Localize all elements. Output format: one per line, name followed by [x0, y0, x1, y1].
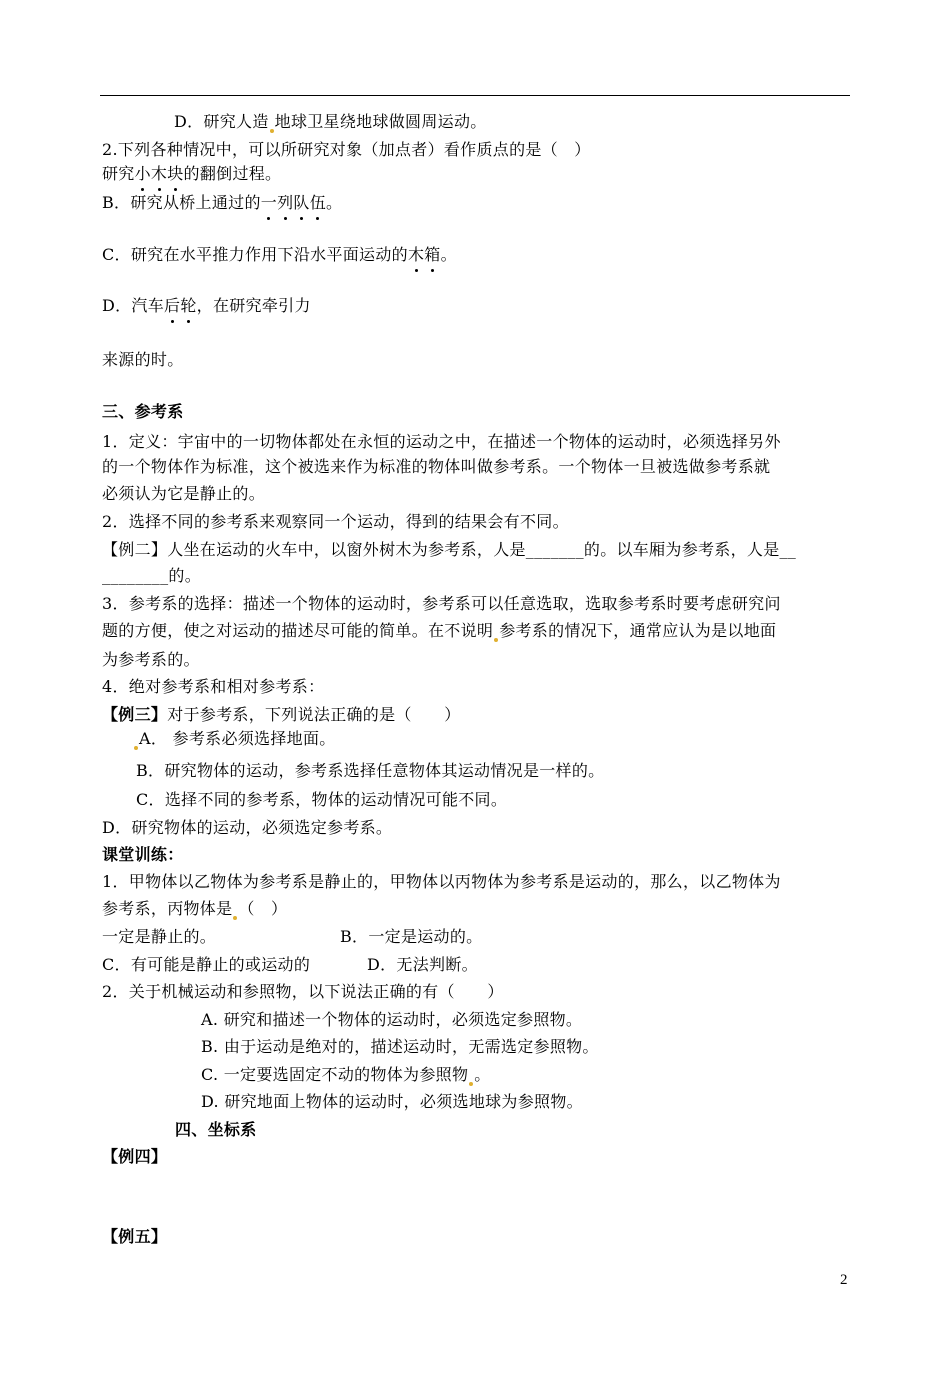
- definition-line-1: 1．定义：宇宙中的一切物体都处在永恒的运动之中，在描述一个物体的运动时，必须选择另外: [102, 432, 781, 451]
- training-q1-line-2: 参考系，丙物体是 （ ）: [102, 899, 288, 918]
- training-q2-option-c: C. 一定要选固定不动的物体为参照物 。: [201, 1065, 491, 1084]
- text-line: 来源的时。: [102, 350, 184, 369]
- training-q2-option-a: A. 研究和描述一个物体的运动时，必须选定参照物。: [201, 1010, 583, 1029]
- option-d2-line: D．汽车后轮，在研究牵引力: [102, 296, 311, 315]
- section-heading-coordinate-system: 四、坐标系: [175, 1120, 257, 1139]
- definition-line-2: 的一个物体作为标准，这个被选来作为标准的物体叫做参考系。一个物体一旦被选做参考系就: [102, 457, 771, 476]
- emphasis-dotted-text: 木箱: [407, 245, 441, 264]
- example-5-label: 【例五】: [102, 1227, 168, 1246]
- annotation-mark: [494, 638, 498, 642]
- annotation-mark: [233, 916, 237, 920]
- training-q1-option-d: D．无法判断。: [367, 955, 478, 974]
- section-heading-classroom-training: 课堂训练：: [102, 845, 184, 864]
- emphasis-dotted-text: 一列队伍: [260, 193, 327, 212]
- option-c-line: C．研究在水平推力作用下沿水平面运动的木箱。: [102, 245, 457, 264]
- point-3-line-3: 为参考系的。: [102, 650, 200, 669]
- example-3-option-b: B．研究物体的运动，参考系选择任意物体其运动情况是一样的。: [136, 761, 605, 780]
- point-2-line: 2．选择不同的参考系来观察同一个运动，得到的结果会有不同。: [102, 512, 569, 531]
- example-3-option-d: D．研究物体的运动，必须选定参考系。: [102, 818, 393, 837]
- point-4-line: 4．绝对参考系和相对参考系：: [102, 677, 325, 696]
- training-q1-line-1: 1．甲物体以乙物体为参考系是静止的，甲物体以丙物体为参考系是运动的，那么，以乙物体为: [102, 872, 781, 891]
- example-2-line-cont: ________的。: [102, 566, 201, 585]
- training-q1-option-c: C．有可能是静止的或运动的: [102, 955, 311, 974]
- training-q2: 2．关于机械运动和参照物，以下说法正确的有（ ）: [102, 982, 504, 1001]
- point-3-line-1: 3．参考系的选择：描述一个物体的运动时，参考系可以任意选取，选取参考系时要考虑研究问: [102, 594, 781, 613]
- training-q1-option-a: 一定是静止的。: [102, 927, 217, 946]
- annotation-mark: [270, 129, 274, 133]
- option-a-line: 研究小木块的翻倒过程。: [102, 164, 282, 183]
- section-heading-reference-frame: 三、参考系: [102, 402, 184, 421]
- point-3-line-2: 题的方便，使之对运动的描述尽可能的简单。在不说明 参考系的情况下，通常应认为是以地面: [102, 621, 777, 640]
- option-b-line: B．研究从桥上通过的一列队伍。: [102, 193, 343, 212]
- header-rule: [100, 95, 850, 96]
- page-number: 2: [840, 1272, 848, 1288]
- example-3-option-c: C．选择不同的参考系，物体的运动情况可能不同。: [136, 790, 508, 809]
- example-3-question: 【例三】对于参考系，下列说法正确的是（ ）: [102, 705, 461, 724]
- emphasis-dotted-text: 后轮: [164, 296, 197, 315]
- option-d-line: D．研究人造 地球卫星绕地球做圆周运动。: [174, 112, 487, 131]
- definition-line-3: 必须认为它是静止的。: [102, 484, 266, 503]
- emphasis-dotted-text: 小木块: [134, 164, 184, 183]
- example-3-option-a: A． 参考系必须选择地面。: [133, 729, 336, 750]
- example-2-line: 【例二】人坐在运动的火车中，以窗外树木为参考系，人是_______的。以车厢为参考系，人是__: [102, 540, 797, 559]
- annotation-mark: [469, 1082, 473, 1086]
- training-q1-option-b: B．一定是运动的。: [340, 927, 483, 946]
- training-q2-option-d: D. 研究地面上物体的运动时，必须选地球为参照物。: [201, 1092, 583, 1111]
- question-2: 2.下列各种情况中，可以所研究对象（加点者）看作质点的是（ ）: [102, 140, 591, 159]
- annotation-mark: [134, 746, 138, 750]
- training-q2-option-b: B. 由于运动是绝对的，描述运动时，无需选定参照物。: [201, 1037, 599, 1056]
- example-4-label: 【例四】: [102, 1147, 168, 1166]
